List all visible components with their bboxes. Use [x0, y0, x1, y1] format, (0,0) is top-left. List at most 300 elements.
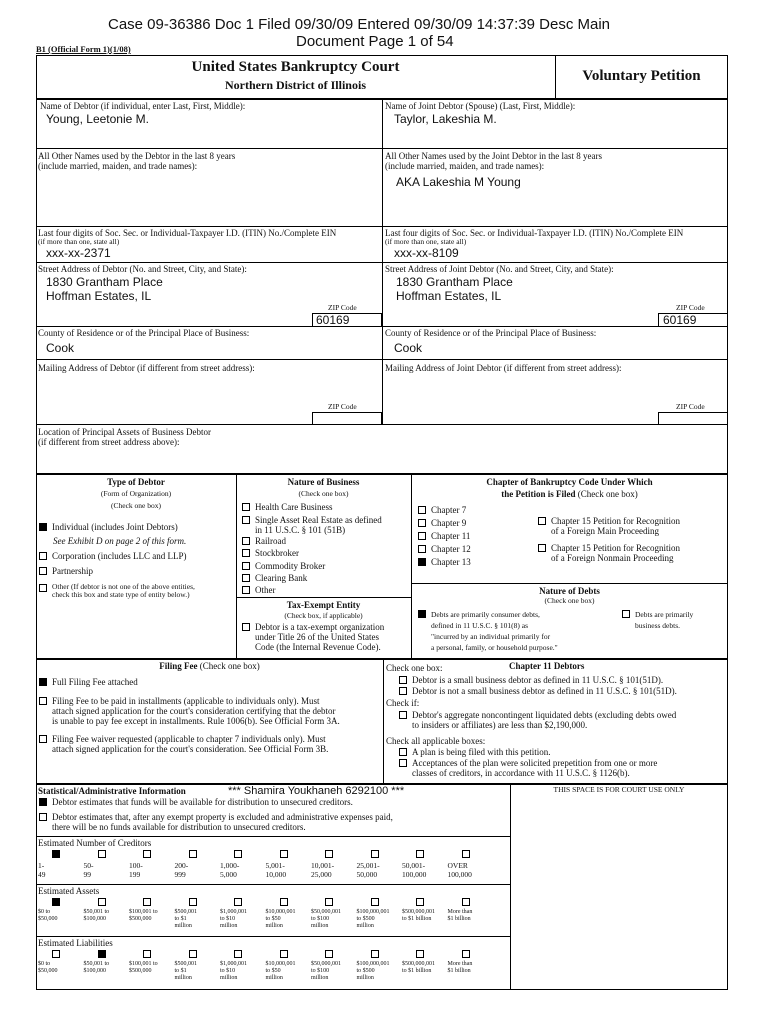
corporation-label: Corporation (includes LLC and LLP): [52, 551, 187, 561]
debtor-ssn-value: xxx-xx-2371: [46, 246, 111, 260]
chapter-9-option[interactable]: [418, 518, 466, 528]
partnership-label: Partnership: [52, 566, 93, 576]
business-debts-label-2: business debts.: [635, 621, 680, 630]
creditors-range-option[interactable]: [311, 850, 355, 879]
chapter-12-option[interactable]: [418, 544, 471, 554]
assets-range-option[interactable]: [357, 898, 401, 930]
chapter-15-nonmain-checkbox[interactable]: [538, 544, 546, 552]
assets-range-label: $0 to: [38, 909, 51, 915]
assets-range-label: to $50: [265, 916, 281, 922]
single-asset-label: Single Asset Real Estate as defined: [255, 515, 382, 525]
liabilities-range-option[interactable]: [448, 950, 492, 975]
health-care-option[interactable]: [242, 502, 332, 512]
waiver-label-2: attach signed application for the court's consideration. See Official Form 3B.: [52, 744, 329, 754]
other-business-label: Other: [255, 585, 276, 595]
assets-range-label: $1,000,001: [220, 909, 247, 915]
court-district: Northern District of Illinois: [225, 78, 366, 92]
check-if-label: Check if:: [386, 698, 420, 708]
joint-name-label: Name of Joint Debtor (Spouse) (Last, First, Middle):: [385, 101, 576, 111]
liabilities-range-label: to $100: [311, 968, 330, 974]
debtor-ssn-label: Last four digits of Soc. Sec. or Individual-Taxpayer I.D. (ITIN) No./Complete EIN: [38, 228, 337, 238]
tax-exempt-option[interactable]: [242, 622, 384, 652]
waiver-option[interactable]: [39, 734, 328, 754]
creditors-range-option[interactable]: [84, 850, 128, 879]
creditors-range-label: 50,000: [356, 870, 378, 879]
partnership-option[interactable]: [39, 566, 93, 576]
assets-range-label: to $1: [174, 916, 187, 922]
liabilities-range-label: $50,000: [38, 968, 58, 974]
creditors-range-checkbox[interactable]: [325, 850, 333, 858]
clearing-bank-label: Clearing Bank: [255, 573, 308, 583]
joint-other-names-label-2: (include married, maiden, and trade names):: [385, 161, 545, 171]
no-funds-label: Debtor estimates that, after any exempt property is excluded and administrative expenses paid,: [52, 812, 393, 822]
chapter-15-main-checkbox[interactable]: [538, 517, 546, 525]
aggregate-debts-checkbox[interactable]: [399, 711, 407, 719]
assets-range-label: million: [265, 923, 283, 929]
chapter-13-checkbox[interactable]: [418, 558, 426, 566]
check-all-label: Check all applicable boxes:: [386, 736, 486, 746]
type-of-debtor-sub: (Form of Organization): [100, 489, 172, 498]
liabilities-range-checkbox[interactable]: [325, 950, 333, 958]
filing-fee-title: Filing Fee (Check one box): [159, 661, 260, 671]
debtor-street-1: 1830 Grantham Place: [46, 275, 163, 289]
liabilities-range-checkbox[interactable]: [416, 950, 424, 958]
other-business-checkbox[interactable]: [242, 586, 250, 594]
liabilities-range-label: to $10: [220, 968, 236, 974]
railroad-label: Railroad: [255, 536, 286, 546]
debtor-name-value: Young, Leetonie M.: [46, 112, 149, 126]
assets-range-label: to $10: [220, 916, 236, 922]
installments-checkbox[interactable]: [39, 697, 47, 705]
assets-range-checkbox[interactable]: [98, 898, 106, 906]
acceptances-checkbox[interactable]: [399, 759, 407, 767]
commodity-label: Commodity Broker: [255, 561, 326, 571]
aggregate-debts-label-2: to insiders or affiliates) are less than $2,190,000.: [412, 720, 588, 730]
aggregate-debts-option[interactable]: [399, 710, 676, 730]
not-small-business-option[interactable]: [399, 686, 677, 696]
assets-range-checkbox[interactable]: [280, 898, 288, 906]
single-asset-label-2: in 11 U.S.C. § 101 (51B): [255, 525, 346, 535]
creditors-range-label: 1,000-: [220, 861, 240, 870]
exhibit-d-note: See Exhibit D on page 2 of this form.: [53, 536, 187, 546]
location-label: Location of Principal Assets of Business Debtor: [38, 427, 211, 437]
liabilities-range-label: More than: [447, 961, 473, 967]
creditors-range-checkbox[interactable]: [371, 850, 379, 858]
creditors-range-checkbox[interactable]: [462, 850, 470, 858]
plan-filed-label: A plan is being filed with this petition.: [412, 747, 551, 757]
check-one-box-label: Check one box:: [386, 663, 443, 673]
corporation-checkbox[interactable]: [39, 552, 47, 560]
other-business-option[interactable]: [242, 585, 276, 595]
joint-ssn-label: Last four digits of Soc. Sec. or Individual-Taxpayer I.D. (ITIN) No./Complete EIN: [385, 228, 684, 238]
creditors-range-checkbox[interactable]: [98, 850, 106, 858]
assets-range-option[interactable]: [84, 898, 128, 923]
creditors-range-label: 50-: [83, 861, 94, 870]
assets-range-label: $100,000,001: [356, 909, 390, 915]
other-entity-label: Other (If debtor is not one of the above entities,: [52, 582, 195, 591]
other-entity-checkbox[interactable]: [39, 584, 47, 592]
liabilities-range-label: million: [265, 975, 283, 981]
statistical-title: Statistical/Administrative Information: [38, 786, 186, 796]
creditors-range-label: 10,000: [265, 870, 287, 879]
assets-range-label: million: [220, 923, 238, 929]
liabilities-range-option[interactable]: [38, 950, 82, 975]
assets-range-label: $500,000: [129, 916, 152, 922]
stockbroker-label: Stockbroker: [255, 548, 299, 558]
liabilities-range-label: $100,000: [83, 968, 106, 974]
assets-label: Estimated Assets: [38, 886, 100, 896]
consumer-debts-label-2: defined in 11 U.S.C. § 101(8) as: [431, 621, 529, 630]
type-of-debtor-title: Type of Debtor: [107, 477, 165, 487]
health-care-label: Health Care Business: [255, 502, 333, 512]
debtor-other-names-label: All Other Names used by the Debtor in the last 8 years: [38, 151, 236, 161]
assets-range-label: $50,000,001: [311, 909, 341, 915]
debtor-zip-value: 60169: [316, 313, 350, 327]
creditors-range-label: 100-: [129, 861, 143, 870]
creditors-range-checkbox[interactable]: [143, 850, 151, 858]
funds-available-checkbox[interactable]: [39, 798, 47, 806]
assets-range-checkbox[interactable]: [52, 898, 60, 906]
liabilities-range-label: to $50: [265, 968, 281, 974]
assets-range-label: $10,000,001: [265, 909, 296, 915]
tax-exempt-title: Tax-Exempt Entity: [286, 600, 361, 610]
consumer-debts-checkbox[interactable]: [418, 610, 426, 618]
assets-range-label: $500,000,001: [402, 909, 435, 915]
debtor-other-names-label-2: (include married, maiden, and trade names):: [38, 161, 198, 171]
joint-mailing-zip-label: ZIP Code: [676, 402, 705, 411]
creditors-range-label: 1-: [38, 861, 45, 870]
liabilities-range-checkbox[interactable]: [371, 950, 379, 958]
business-debts-checkbox[interactable]: [622, 610, 630, 618]
chapter-7-checkbox[interactable]: [418, 506, 426, 514]
chapter-11-debtors-title: Chapter 11 Debtors: [509, 661, 585, 671]
chapter-7-option[interactable]: [418, 505, 466, 515]
assets-range-label: More than: [447, 909, 473, 915]
debtor-ssn-sublabel: (if more than one, state all): [38, 237, 120, 246]
liabilities-range-label: million: [356, 975, 374, 981]
chapter-15-main-option[interactable]: [538, 516, 680, 536]
stockbroker-option[interactable]: [242, 548, 299, 558]
joint-street-label: Street Address of Joint Debtor (No. and Street, City, and State):: [385, 264, 614, 274]
joint-name-value: Taylor, Lakeshia M.: [394, 112, 497, 126]
assets-range-label: $50,001 to: [83, 909, 110, 915]
other-entity-label-2: check this box and state type of entity below.): [52, 590, 190, 599]
debtor-street-label: Street Address of Debtor (No. and Street, City, and State):: [38, 264, 247, 274]
joint-county-value: Cook: [394, 341, 423, 355]
joint-other-names-label: All Other Names used by the Joint Debtor in the last 8 years: [385, 151, 602, 161]
no-funds-option[interactable]: [39, 812, 393, 832]
creditors-range-label: 50,001-: [402, 861, 426, 870]
corporation-option[interactable]: [39, 551, 186, 561]
single-asset-checkbox[interactable]: [242, 516, 250, 524]
clearing-bank-checkbox[interactable]: [242, 574, 250, 582]
creditors-range-checkbox[interactable]: [280, 850, 288, 858]
stockbroker-checkbox[interactable]: [242, 549, 250, 557]
debtor-name-label: Name of Debtor (if individual, enter Last, First, Middle):: [40, 101, 246, 111]
nature-of-debts-sub: (Check one box): [544, 596, 595, 605]
tax-exempt-label-2: under Title 26 of the United States: [255, 632, 379, 642]
liabilities-range-checkbox[interactable]: [234, 950, 242, 958]
liabilities-range-checkbox[interactable]: [52, 950, 60, 958]
installments-option[interactable]: [39, 696, 340, 726]
liabilities-range-label: $500,000,001: [402, 961, 435, 967]
creditors-range-option[interactable]: [129, 850, 173, 879]
no-funds-checkbox[interactable]: [39, 813, 47, 821]
liabilities-range-label: $1,000,001: [220, 961, 247, 967]
small-business-option[interactable]: [399, 675, 663, 685]
full-fee-checkbox[interactable]: [39, 678, 47, 686]
liabilities-range-option[interactable]: [129, 950, 173, 975]
chapter-11-checkbox[interactable]: [418, 532, 426, 540]
liabilities-range-option[interactable]: [175, 950, 219, 982]
liabilities-range-option[interactable]: [220, 950, 264, 982]
chapter-11-option[interactable]: [418, 531, 470, 541]
chapter-9-checkbox[interactable]: [418, 519, 426, 527]
plan-filed-checkbox[interactable]: [399, 748, 407, 756]
funds-available-label: Debtor estimates that funds will be available for distribution to unsecured creditors.: [52, 797, 353, 807]
joint-street-2: Hoffman Estates, IL: [396, 289, 502, 303]
clearing-bank-option[interactable]: [242, 573, 307, 583]
document-page-line: Document Page 1 of 54: [296, 33, 454, 50]
location-label-2: (if different from street address above):: [38, 437, 180, 447]
joint-other-names-value: AKA Lakeshia M Young: [396, 175, 521, 189]
chapter-title-2: the Petition is Filed (Check one box): [501, 489, 638, 499]
liabilities-range-label: $0 to: [38, 961, 51, 967]
chapter-7-label: Chapter 7: [431, 505, 467, 515]
chapter-13-option[interactable]: [418, 557, 471, 567]
creditors-range-option[interactable]: [266, 850, 310, 879]
liabilities-range-option[interactable]: [311, 950, 355, 982]
debtor-mailing-zip-label: ZIP Code: [328, 402, 357, 411]
liabilities-range-label: million: [174, 975, 192, 981]
creditors-range-label: 100,000: [402, 870, 427, 879]
assets-range-option[interactable]: [38, 898, 82, 923]
single-asset-option[interactable]: [242, 515, 382, 535]
not-small-business-checkbox[interactable]: [399, 687, 407, 695]
chapter-15-nonmain-label: Chapter 15 Petition for Recognition: [551, 543, 680, 553]
liabilities-range-label: $500,000: [129, 968, 152, 974]
assets-range-checkbox[interactable]: [234, 898, 242, 906]
railroad-option[interactable]: [242, 536, 286, 546]
plan-filed-option[interactable]: [399, 747, 551, 757]
business-debts-option[interactable]: [622, 609, 693, 631]
assets-range-label: million: [311, 923, 329, 929]
creditors-range-label: 199: [129, 870, 141, 879]
assets-range-option[interactable]: [129, 898, 173, 923]
railroad-checkbox[interactable]: [242, 537, 250, 545]
joint-mailing-zip-box: [658, 412, 728, 425]
creditors-range-option[interactable]: [38, 850, 82, 879]
creditors-range-option[interactable]: [175, 850, 219, 879]
chapter-15-main-label: Chapter 15 Petition for Recognition: [551, 516, 680, 526]
creditors-range-label: 200-: [174, 861, 189, 870]
creditors-range-checkbox[interactable]: [52, 850, 60, 858]
case-header-line: Case 09-36386 Doc 1 Filed 09/30/09 Entered 09/30/09 14:37:39 Desc Main: [108, 16, 611, 33]
chapter-11-label: Chapter 11: [431, 531, 471, 541]
assets-range-label: $1 billion: [447, 916, 471, 922]
tax-exempt-label: Debtor is a tax-exempt organization: [255, 622, 385, 632]
assets-range-option[interactable]: [448, 898, 492, 923]
assets-range-option[interactable]: [220, 898, 264, 930]
nature-of-debts-title: Nature of Debts: [539, 586, 600, 596]
small-business-checkbox[interactable]: [399, 676, 407, 684]
chapter-title: Chapter of Bankruptcy Code Under Which: [486, 477, 653, 487]
chapter-12-checkbox[interactable]: [418, 545, 426, 553]
chapter-12-label: Chapter 12: [431, 544, 471, 554]
liabilities-range-checkbox[interactable]: [280, 950, 288, 958]
liabilities-range-checkbox[interactable]: [143, 950, 151, 958]
creditors-range-option[interactable]: [220, 850, 264, 879]
installments-label-3: is unable to pay fee except in installments. Rule 1006(b). See Official Form 3A.: [52, 716, 340, 726]
debtor-mailing-label: Mailing Address of Debtor (if different from street address):: [38, 363, 255, 373]
assets-range-label: $100,001 to: [129, 909, 158, 915]
joint-ssn-value: xxx-xx-8109: [394, 246, 459, 260]
liabilities-range-checkbox[interactable]: [462, 950, 470, 958]
court-use-label: THIS SPACE IS FOR COURT USE ONLY: [553, 785, 685, 794]
liabilities-range-label: $1 billion: [447, 968, 471, 974]
preparer-line: *** Shamira Youkhaneh 6292100 ***: [228, 785, 405, 797]
full-fee-label: Full Filing Fee attached: [52, 677, 138, 687]
creditors-range-label: 100,000: [447, 870, 472, 879]
chapter-13-label: Chapter 13: [431, 557, 471, 567]
debtor-county-label: County of Residence or of the Principal Place of Business:: [38, 328, 250, 338]
assets-range-option[interactable]: [175, 898, 219, 930]
liabilities-range-label: $10,000,001: [265, 961, 296, 967]
acceptances-label: Acceptances of the plan were solicited prepetition from one or more: [412, 758, 658, 768]
liabilities-range-label: to $500: [356, 968, 375, 974]
creditors-label: Estimated Number of Creditors: [38, 838, 152, 848]
assets-range-label: $100,000: [83, 916, 106, 922]
liabilities-range-option[interactable]: [266, 950, 310, 982]
health-care-checkbox[interactable]: [242, 503, 250, 511]
nature-of-business-title: Nature of Business: [287, 477, 360, 487]
creditors-range-label: 999: [174, 870, 186, 879]
partnership-checkbox[interactable]: [39, 567, 47, 575]
liabilities-range-label: $500,001: [174, 961, 197, 967]
liabilities-range-checkbox[interactable]: [98, 950, 106, 958]
assets-range-checkbox[interactable]: [189, 898, 197, 906]
liabilities-range-option[interactable]: [84, 950, 128, 975]
aggregate-debts-label: Debtor's aggregate noncontingent liquidated debts (excluding debts owed: [412, 710, 677, 720]
assets-range-option[interactable]: [311, 898, 355, 930]
petition-type: Voluntary Petition: [582, 68, 701, 84]
full-fee-option[interactable]: [39, 677, 138, 687]
commodity-checkbox[interactable]: [242, 562, 250, 570]
small-business-label: Debtor is a small business debtor as defined in 11 U.S.C. § 101(51D).: [412, 675, 664, 685]
consumer-debts-option[interactable]: [418, 609, 558, 653]
debtor-zip-label: ZIP Code: [328, 303, 357, 312]
individual-checkbox[interactable]: [39, 523, 47, 531]
consumer-debts-label-4: a personal, family, or household purpose.": [431, 643, 558, 652]
assets-range-label: $50,000: [38, 916, 58, 922]
liabilities-range-label: $100,000,001: [356, 961, 390, 967]
joint-county-label: County of Residence or of the Principal Place of Business:: [385, 328, 597, 338]
creditors-range-option[interactable]: [402, 850, 446, 879]
form-id: B1 (Official Form 1)(1/08): [36, 44, 131, 54]
creditors-range-checkbox[interactable]: [234, 850, 242, 858]
individual-option[interactable]: [39, 522, 178, 532]
individual-label: Individual (includes Joint Debtors): [52, 522, 178, 532]
type-of-debtor-sub-2: (Check one box): [111, 501, 161, 510]
assets-range-checkbox[interactable]: [371, 898, 379, 906]
acceptances-label-2: classes of creditors, in accordance with 11 U.S.C. § 1126(b).: [412, 768, 630, 778]
creditors-range-label: OVER: [447, 861, 468, 870]
joint-ssn-sublabel: (if more than one, state all): [385, 237, 467, 246]
assets-range-label: to $500: [356, 916, 375, 922]
assets-range-label: to $1 billion: [402, 916, 432, 922]
liabilities-label: Estimated Liabilities: [38, 938, 113, 948]
tax-exempt-label-3: Code (the Internal Revenue Code).: [255, 642, 381, 652]
chapter-15-nonmain-option[interactable]: [538, 543, 680, 563]
chapter-15-nonmain-label-2: of a Foreign Nonmain Proceeding: [551, 553, 674, 563]
liabilities-range-label: $50,000,001: [311, 961, 341, 967]
nature-of-business-sub: (Check one box): [298, 489, 349, 498]
tax-exempt-sub: (Check box, if applicable): [284, 611, 363, 620]
assets-range-checkbox[interactable]: [416, 898, 424, 906]
assets-range-label: million: [356, 923, 374, 929]
court-title: United States Bankruptcy Court: [191, 59, 400, 75]
liabilities-range-label: to $1: [174, 968, 187, 974]
creditors-range-label: 5,000: [220, 870, 237, 879]
liabilities-range-label: $50,001 to: [83, 961, 110, 967]
creditors-range-label: 10,001-: [311, 861, 335, 870]
assets-range-label: $500,001: [174, 909, 197, 915]
joint-zip-label: ZIP Code: [676, 303, 705, 312]
debtor-street-2: Hoffman Estates, IL: [46, 289, 152, 303]
joint-street-1: 1830 Grantham Place: [396, 275, 513, 289]
business-debts-label: Debts are primarily: [635, 610, 694, 619]
joint-zip-value: 60169: [663, 313, 697, 327]
creditors-range-label: 25,001-: [356, 861, 380, 870]
creditors-range-label: 25,000: [311, 870, 332, 879]
creditors-range-label: 99: [83, 870, 91, 879]
liabilities-range-label: million: [311, 975, 329, 981]
acceptances-option[interactable]: [399, 758, 657, 778]
creditors-range-checkbox[interactable]: [189, 850, 197, 858]
assets-range-option[interactable]: [266, 898, 310, 930]
not-small-business-label: Debtor is not a small business debtor as defined in 11 U.S.C. § 101(51D).: [412, 686, 677, 696]
creditors-range-checkbox[interactable]: [416, 850, 424, 858]
waiver-label: Filing Fee waiver requested (applicable to chapter 7 individuals only). Must: [52, 734, 326, 744]
creditors-range-label: 5,001-: [265, 861, 285, 870]
assets-range-checkbox[interactable]: [325, 898, 333, 906]
liabilities-range-label: million: [220, 975, 238, 981]
liabilities-range-option[interactable]: [357, 950, 401, 982]
creditors-range-option[interactable]: [357, 850, 401, 879]
consumer-debts-label: Debts are primarily consumer debts,: [431, 610, 540, 619]
consumer-debts-label-3: "incurred by an individual primarily for: [431, 632, 551, 641]
assets-range-checkbox[interactable]: [462, 898, 470, 906]
liabilities-range-label: to $1 billion: [402, 968, 432, 974]
installments-label: Filing Fee to be paid in installments (applicable to individuals only). Must: [52, 696, 320, 706]
chapter-9-label: Chapter 9: [431, 518, 467, 528]
funds-available-option[interactable]: [39, 797, 353, 807]
assets-range-label: million: [174, 923, 192, 929]
debtor-county-value: Cook: [46, 341, 75, 355]
liabilities-range-checkbox[interactable]: [189, 950, 197, 958]
assets-range-checkbox[interactable]: [143, 898, 151, 906]
assets-range-option[interactable]: [402, 898, 446, 923]
tax-exempt-checkbox[interactable]: [242, 623, 250, 631]
liabilities-range-option[interactable]: [402, 950, 446, 975]
installments-label-2: attach signed application for the court's consideration certifying that the debtor: [52, 706, 336, 716]
chapter-15-main-label-2: of a Foreign Main Proceeding: [551, 526, 659, 536]
waiver-checkbox[interactable]: [39, 735, 47, 743]
other-entity-option[interactable]: [39, 583, 195, 599]
commodity-option[interactable]: [242, 561, 325, 571]
creditors-range-label: 49: [38, 870, 46, 879]
creditors-range-option[interactable]: [448, 850, 492, 879]
